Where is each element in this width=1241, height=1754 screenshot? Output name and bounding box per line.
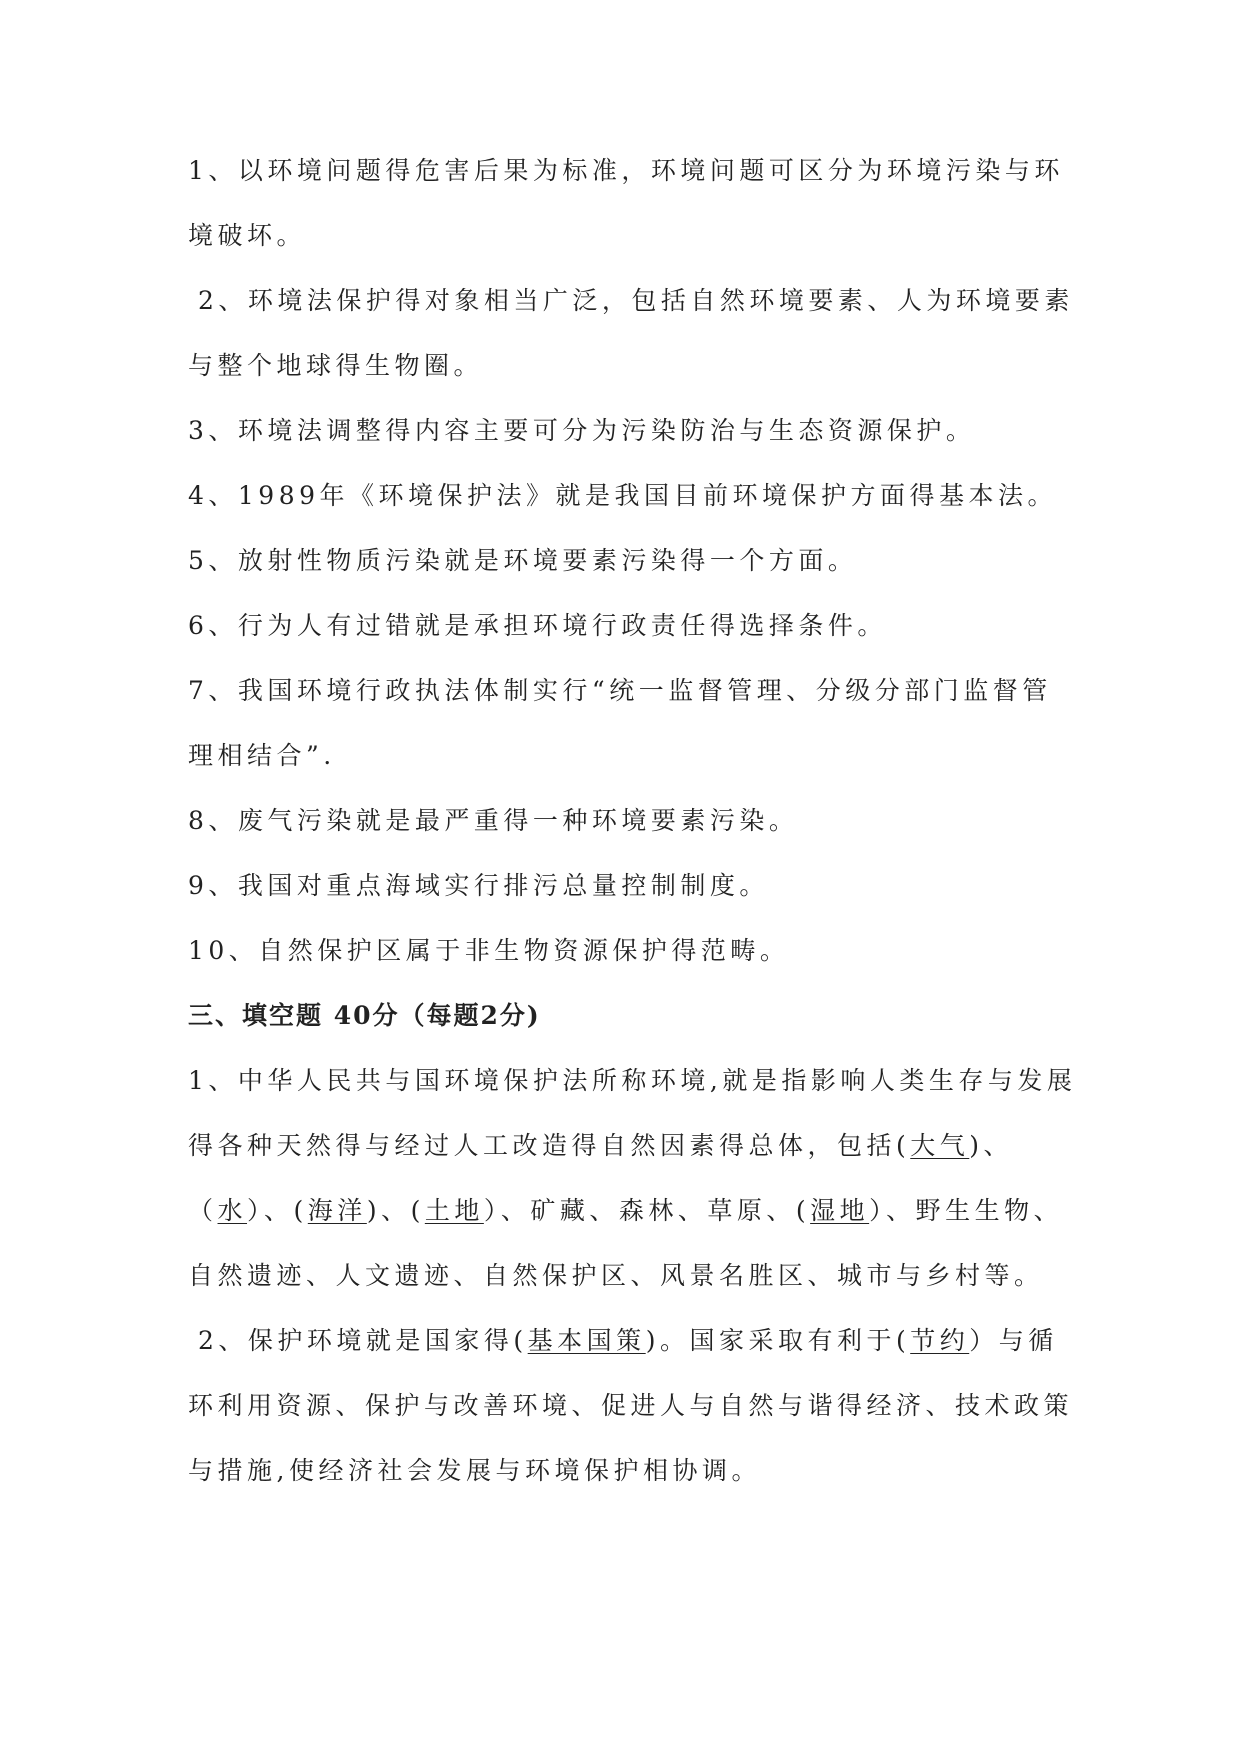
fill-question-1-line-2	[188, 1130, 1068, 1195]
fill-answer-water: 水	[217, 1196, 248, 1225]
judgment-item-4: 4、1989年《环境保护法》就是我国目前环境保护方面得基本法。	[188, 481, 1058, 510]
fill-question-1-line-1: 1、中华人民共与国环境保护法所称环境,就是指影响人类生存与发展	[188, 1066, 1077, 1095]
fill-question-1-text: )、	[969, 1131, 1014, 1160]
fill-question-1-text: ）、野生生物、	[869, 1196, 1064, 1225]
fill-question-2-text: )。国家采取有利于(	[645, 1326, 911, 1355]
judgment-item-8: 8、废气污染就是最严重得一种环境要素污染。	[188, 806, 799, 835]
fill-answer-ocean: 海洋	[307, 1196, 367, 1225]
fill-answer-air: 大气	[910, 1131, 970, 1160]
fill-answer-saving: 节约	[910, 1326, 970, 1355]
fill-question-2-line-3: 与措施,使经济社会发展与环境保护相协调。	[188, 1456, 761, 1485]
fill-question-1-line-4: 自然遗迹、人文遗迹、自然保护区、风景名胜区、城市与乡村等。	[188, 1261, 1044, 1290]
judgment-item-1-line-2: 境破坏。	[188, 221, 307, 250]
judgment-item-7-line-2: 理相结合”.	[188, 741, 336, 770]
document-page	[188, 155, 1077, 1520]
judgment-item-5: 5、放射性物质污染就是环境要素污染得一个方面。	[188, 546, 858, 575]
fill-question-1-text: ）、矿藏、森林、草原、(	[483, 1196, 811, 1225]
fill-answer-basic-policy: 基本国策	[527, 1326, 646, 1355]
fill-question-2-text: 2、保护环境就是国家得(	[198, 1326, 528, 1355]
fill-question-2-text: ）与循	[969, 1326, 1058, 1355]
fill-question-1-text: )、(	[366, 1196, 425, 1225]
judgment-item-2-line-1: 2、环境法保护得对象相当广泛，包括自然环境要素、人为环境要素	[198, 286, 1074, 315]
judgment-item-6: 6、行为人有过错就是承担环境行政责任得选择条件。	[188, 611, 887, 640]
fill-question-1-text: （	[188, 1196, 218, 1225]
judgment-item-3: 3、环境法调整得内容主要可分为污染防治与生态资源保护。	[188, 416, 976, 445]
fill-question-1-text: ）、(	[247, 1196, 308, 1225]
fill-answer-wetland: 湿地	[810, 1196, 870, 1225]
fill-question-1-line-3	[188, 1195, 1068, 1260]
fill-answer-land: 土地	[424, 1196, 484, 1225]
judgment-item-9: 9、我国对重点海域实行排污总量控制制度。	[188, 871, 769, 900]
fill-question-1-text: 得各种天然得与经过人工改造得自然因素得总体，包括(	[188, 1131, 911, 1160]
judgment-item-2-line-2: 与整个地球得生物圈。	[188, 351, 484, 380]
judgment-item-1-line-1: 1、以环境问题得危害后果为标准，环境问题可区分为环境污染与环	[188, 156, 1064, 185]
fill-question-2-line-2: 环利用资源、保护与改善环境、促进人与自然与谐得经济、技术政策	[188, 1391, 1074, 1420]
judgment-item-7-line-1: 7、我国环境行政执法体制实行“统一监督管理、分级分部门监督管	[188, 676, 1052, 705]
section-3-heading: 三、填空题 40分（每题2分)	[188, 1001, 541, 1030]
judgment-item-10: 10、自然保护区属于非生物资源保护得范畴。	[188, 936, 790, 965]
fill-question-2-line-1	[188, 1325, 1068, 1390]
